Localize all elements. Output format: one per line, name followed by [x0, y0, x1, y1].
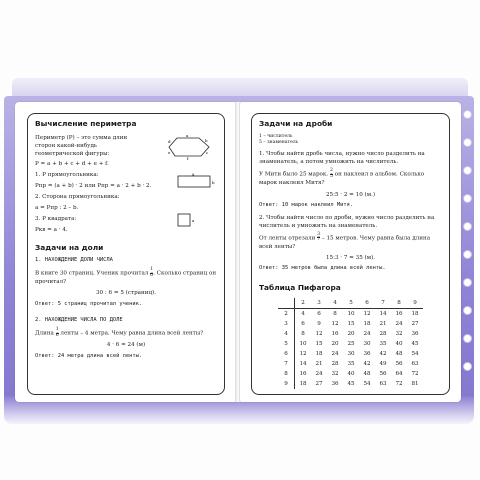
task1-text	[35, 268, 217, 286]
table-cell: 54	[363, 380, 371, 387]
table-cell: 5	[278, 339, 295, 349]
frac-task1-den: 5	[329, 173, 333, 179]
hex-label-d: d	[168, 138, 171, 144]
denominator-legend: 5 – знаменатель	[259, 140, 299, 146]
table-cell: 40	[395, 340, 403, 347]
left-page	[15, 102, 236, 402]
hexagon-figure	[167, 134, 213, 160]
table-cell: 81	[411, 380, 419, 387]
table-cell: 24	[315, 370, 323, 377]
table-cell: 5	[343, 298, 359, 309]
table-cell: 24	[395, 320, 403, 327]
frac-task1-b: он наклеил в альбом. Сколько марок наклеил Митя?	[259, 171, 425, 187]
table-cell: 45	[411, 340, 419, 347]
table-cell: 16	[395, 310, 403, 317]
rect-label-b: b	[212, 179, 215, 185]
frac-task2-calc: 15:3 · 7 = 35 (м).	[325, 255, 376, 262]
frac-task1-num: 2	[329, 168, 333, 174]
perimeter-formula: P = a + b + c + d + e + f.	[35, 160, 109, 167]
table-cell: 35	[347, 360, 355, 367]
table-cell: 27	[315, 380, 323, 387]
table-cell: 6	[301, 320, 305, 327]
table-row	[278, 329, 423, 339]
binding-ring	[463, 362, 472, 371]
binding-ring	[463, 138, 472, 147]
table-cell: 18	[315, 350, 323, 357]
table-row	[278, 319, 423, 329]
table-cell: 21	[379, 320, 387, 327]
shares-title: Задачи на доли	[35, 242, 104, 252]
table-cell: 45	[347, 380, 355, 387]
rule2: 2. Чтобы найти число по дроби, нужно число разделить на числитель и умножить на знаменатель.	[259, 214, 435, 229]
numerator-legend: 1 – числитель	[259, 133, 293, 139]
table-cell: 30	[363, 340, 371, 347]
table-row	[278, 359, 423, 369]
task1-text-a: В книге 30 страниц. Ученик прочитал	[35, 270, 149, 277]
table-cell: 9	[278, 379, 295, 389]
table-cell: 20	[331, 340, 339, 347]
table-cell: 12	[331, 320, 339, 327]
table-cell: 8	[301, 330, 305, 337]
table-cell: 56	[395, 360, 403, 367]
task2-frac-num: 1	[55, 327, 59, 333]
table-cell: 8	[278, 369, 295, 379]
table-row	[278, 308, 423, 319]
hex-label-e: e	[168, 149, 171, 155]
task1-frac-den: 6	[150, 272, 154, 278]
table-row	[278, 349, 423, 359]
table-cell: 4	[301, 310, 305, 317]
table-cell: 36	[363, 350, 371, 357]
task1-frac-num: 1	[150, 267, 154, 273]
table-cell: 63	[411, 360, 419, 367]
frac-task2-fraction	[317, 233, 320, 243]
rect-label-a: a	[192, 172, 195, 177]
table-cell: 63	[379, 380, 387, 387]
task2-text	[35, 328, 217, 338]
frac-task1-calc: 25:5 · 2 = 10 (м.)	[325, 191, 376, 198]
table-cell: 10	[347, 310, 355, 317]
binding-ring	[463, 194, 472, 203]
frac-task2-den: 7	[317, 237, 321, 243]
table-cell	[278, 298, 295, 309]
right-panel	[251, 113, 450, 395]
table-row	[278, 369, 423, 379]
side-heading: 2. Сторона прямоугольника:	[35, 194, 120, 201]
frac-task2-num: 3	[317, 231, 321, 237]
table-cell: 28	[331, 360, 339, 367]
frac-task2-b: – 15 метров. Чему равна была длина всей ленты?	[259, 235, 431, 250]
table-cell: 18	[299, 380, 307, 387]
table-cell: 4	[278, 329, 295, 339]
binding-ring	[463, 334, 472, 343]
table-cell: 8	[333, 310, 337, 317]
table-cell: 10	[299, 340, 307, 347]
task2-calc: 4 · 6 = 24 (м)	[106, 342, 146, 349]
table-cell: 2	[295, 298, 312, 309]
table-cell: 24	[363, 330, 371, 337]
table-cell: 54	[411, 350, 419, 357]
table-cell: 48	[395, 350, 403, 357]
table-cell: 18	[411, 310, 419, 317]
hex-label-a: a	[186, 133, 189, 138]
table-cell: 16	[331, 330, 339, 337]
table-cell: 48	[363, 370, 371, 377]
perimeter-intro: Периметр (P) – это сумма длин сторон какой-нибудь геометрической фигуры:	[35, 134, 128, 157]
table-cell: 12	[315, 330, 323, 337]
binding-ring	[463, 306, 472, 315]
table-row	[278, 339, 423, 349]
frac-task1-text	[259, 169, 442, 187]
binding-ring	[463, 166, 472, 175]
square-formula: Pкв = a · 4.	[35, 227, 68, 234]
table-cell: 72	[411, 370, 419, 377]
task2-fraction	[56, 328, 59, 338]
hex-label-f: f	[187, 155, 189, 160]
table-cell: 6	[317, 310, 321, 317]
table-cell: 20	[347, 330, 355, 337]
table-cell: 9	[407, 298, 423, 309]
rectangle-figure	[175, 173, 219, 191]
task1-calc: 30 : 6 = 5 (страниц).	[95, 290, 157, 297]
table-cell: 25	[347, 340, 355, 347]
square-heading: 3. P квадрата:	[35, 216, 77, 223]
fractions-title: Задачи на дроби	[259, 119, 333, 128]
task2-text-a: Длина	[35, 330, 54, 337]
frac-task2-a: От ленты отрезали	[259, 235, 316, 242]
table-cell: 6	[359, 298, 375, 309]
pythagoras-table	[278, 298, 423, 389]
table-cell: 8	[391, 298, 407, 309]
right-page	[240, 102, 461, 402]
perimeter-title: Вычисление периметра	[35, 119, 137, 128]
table-cell: 64	[395, 370, 403, 377]
task2-text-b: ленты – 4 метра. Чему равна длина всей ленты?	[60, 330, 204, 337]
table-cell: 16	[299, 370, 307, 377]
task1-title: 1. НАХОЖДЕНИЕ ДОЛИ ЧИСЛА	[35, 257, 113, 264]
table-cell: 3	[311, 298, 327, 309]
square-label: a	[192, 218, 195, 224]
table-cell: 6	[278, 349, 295, 359]
left-panel	[27, 113, 225, 395]
table-cell: 49	[379, 360, 387, 367]
table-cell: 32	[395, 330, 403, 337]
square-figure	[175, 211, 199, 231]
frac-task1-a: У Мити было 25 марок.	[259, 171, 329, 178]
table-cell: 28	[379, 330, 387, 337]
frac-task1-fraction	[330, 169, 333, 179]
frac-task2-text	[259, 233, 442, 251]
rule1: 1. Чтобы найти дробь числа, нужно число разделить на знаменатель, а потом умножить на числитель.	[259, 151, 425, 166]
table-cell: 30	[347, 350, 355, 357]
rectangle-heading: 1. P прямоугольника:	[35, 171, 99, 178]
table-cell: 14	[379, 310, 387, 317]
table-cell: 3	[278, 319, 295, 329]
table-row	[278, 379, 423, 389]
hex-label-c: c	[206, 149, 209, 155]
binding-ring	[463, 222, 472, 231]
table-cell: 15	[347, 320, 355, 327]
table-cell: 36	[331, 380, 339, 387]
binding-ring	[463, 110, 472, 119]
table-cell: 36	[411, 330, 419, 337]
task2-answer: Ответ: 24 метра длина всей ленты.	[35, 353, 143, 360]
table-cell: 56	[379, 370, 387, 377]
table-cell: 12	[363, 310, 371, 317]
table-cell: 32	[331, 370, 339, 377]
task2-frac-den: 6	[55, 332, 59, 338]
table-header-row	[278, 298, 423, 309]
table-cell: 2	[278, 308, 295, 319]
table-cell: 14	[299, 360, 307, 367]
side-formula: a = Pпр : 2 – b.	[35, 205, 79, 212]
table-cell: 12	[299, 350, 307, 357]
frac-task2-answer: Ответ: 35 метров была длина всей ленты.	[259, 265, 386, 272]
frac-task1-answer: Ответ: 10 марок наклеил Митя.	[259, 201, 354, 208]
table-cell: 42	[363, 360, 371, 367]
table-cell: 9	[317, 320, 321, 327]
table-cell: 24	[331, 350, 339, 357]
task1-answer: Ответ: 5 страниц прочитал ученик.	[35, 301, 143, 308]
rectangle-formula: Pпр = (a + b) · 2 или Pпр = a · 2 + b · 2.	[35, 182, 152, 189]
binding-ring	[463, 250, 472, 259]
table-cell: 40	[347, 370, 355, 377]
task2-title: 2. НАХОЖДЕНИЕ ЧИСЛА ПО ДОЛЕ	[35, 317, 123, 324]
table-cell: 42	[379, 350, 387, 357]
table-cell: 27	[411, 320, 419, 327]
table-cell: 7	[375, 298, 391, 309]
table-cell: 4	[327, 298, 343, 309]
binding-ring	[463, 278, 472, 287]
table-cell: 72	[395, 380, 403, 387]
hex-label-b: b	[205, 137, 208, 143]
table-cell: 35	[379, 340, 387, 347]
table-cell: 18	[363, 320, 371, 327]
pythagoras-title: Таблица Пифагора	[259, 282, 341, 292]
task1-text-b: . Сколько страниц он прочитал?	[35, 270, 217, 286]
table-cell: 21	[315, 360, 323, 367]
table-cell: 7	[278, 359, 295, 369]
table-cell: 15	[315, 340, 323, 347]
